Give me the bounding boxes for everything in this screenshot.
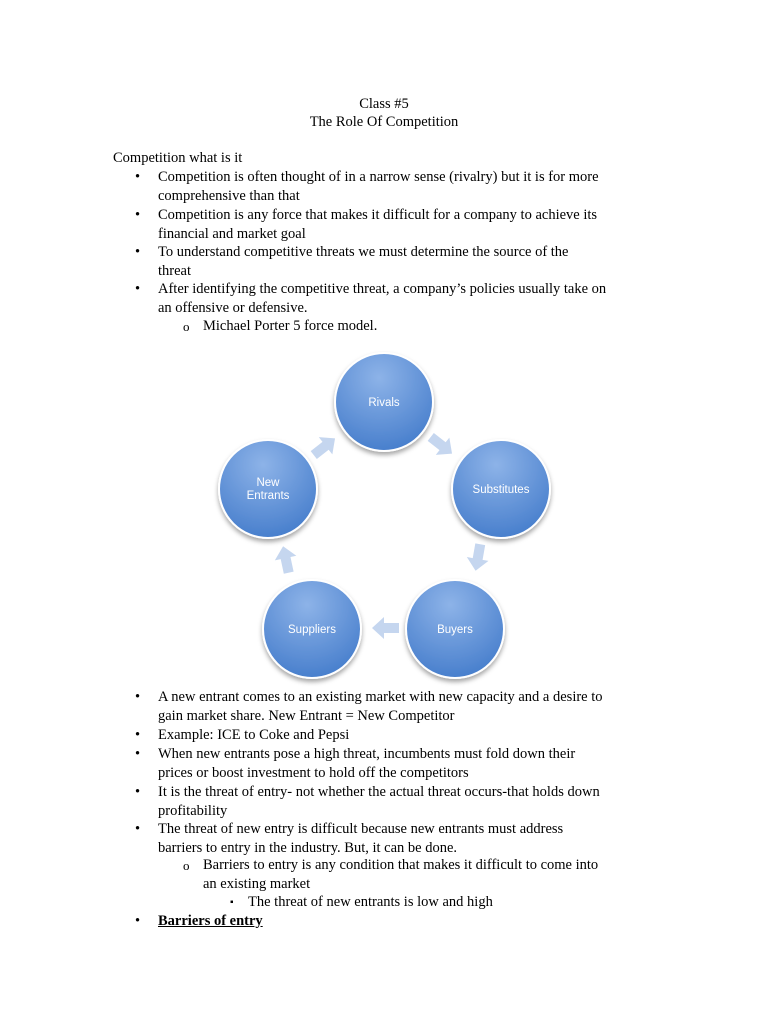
page-title: The Role Of Competition (309, 114, 459, 130)
bullet-glyph: • (135, 281, 141, 297)
bullet-glyph: • (135, 244, 141, 260)
node-substitutes (452, 440, 550, 538)
node-label-entrants: Entrants (246, 490, 290, 502)
node-new-entrants (219, 440, 317, 538)
arrow-buyers-to-suppliers (372, 617, 399, 639)
barriers-definition-text: Barriers to entry is any condition that makes it difficult to come into an existing market (203, 857, 599, 892)
bullet-text: Example: ICE to Coke and Pepsi (158, 727, 350, 743)
node-label-rivals: Rivals (368, 397, 400, 409)
circle-bullet-glyph: o (183, 319, 190, 334)
bullet-text: Competition is any force that makes it difficult for a company to achieve its financial and market goal (158, 207, 598, 242)
node-label-buyers: Buyers (437, 624, 473, 636)
bullet-glyph: • (135, 689, 141, 705)
node-label-suppliers: Suppliers (288, 624, 336, 636)
bullet-text: Competition is often thought of in a narrow sense (rivalry) but it is for more comprehensive than that (158, 169, 599, 204)
arrow-substitutes-to-buyers (465, 542, 491, 572)
arrow-new-entrants-to-rivals (307, 430, 342, 464)
node-suppliers (263, 580, 361, 678)
circle-bullet-glyph: o (183, 858, 190, 873)
bullet-text: After identifying the competitive threat, a company’s policies usually take on an offensive or defensive. (158, 281, 607, 316)
node-label-new: New (256, 477, 280, 489)
bullet-glyph: • (135, 821, 141, 837)
barriers-heading: Barriers of entry (158, 913, 263, 929)
class-label: Class #5 (359, 96, 409, 112)
bullet-text: To understand competitive threats we must determine the source of the threat (158, 244, 569, 279)
arrow-suppliers-to-new-entrants (272, 544, 299, 575)
bullet-text: A new entrant comes to an existing market with new capacity and a desire to gain market share. New Entrant = New Competitor (158, 689, 603, 724)
node-buyers (406, 580, 504, 678)
bullet-glyph: • (135, 746, 141, 762)
node-label-substitutes: Substitutes (472, 484, 530, 496)
bullet-glyph: • (135, 169, 141, 185)
porter-model-text: Michael Porter 5 force model. (203, 318, 378, 334)
bullet-text: When new entrants pose a high threat, incumbents must fold down their prices or boost investment to hold off the competitors (158, 746, 576, 781)
bullet-text: The threat of new entry is difficult because new entrants must address barriers to entry in the industry. But, it can be done. (158, 821, 564, 856)
bullet-glyph: • (135, 913, 141, 929)
bullet-glyph: • (135, 207, 141, 223)
arrow-rivals-to-substitutes (424, 428, 459, 462)
bullet-glyph: • (135, 784, 141, 800)
intro-label: Competition what is it (113, 150, 243, 166)
bullet-text: It is the threat of entry- not whether the actual threat occurs-that holds down profitability (158, 784, 600, 819)
square-bullet-glyph: ▪ (230, 897, 234, 908)
threat-level-text: The threat of new entrants is low and high (248, 894, 493, 910)
bullet-glyph: • (135, 727, 141, 743)
node-rivals (335, 353, 433, 451)
